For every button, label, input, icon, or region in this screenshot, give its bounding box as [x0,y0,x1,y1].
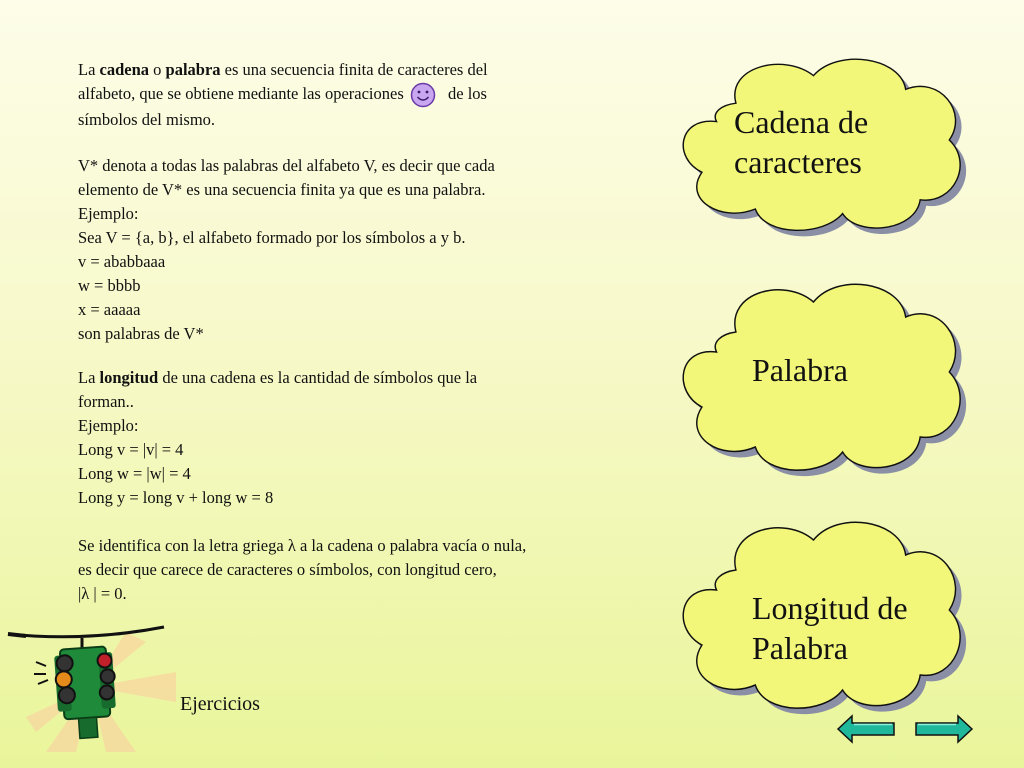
example-line-3: w = bbbb [78,276,141,296]
lambda-line-2: es decir que carece de caracteres o símbolos, con longitud cero, [78,560,497,579]
longitud-example-label: Ejemplo: [78,416,139,435]
example-line-1: Sea V = {a, b}, el alfabeto formado por los símbolos a y b. [78,228,466,248]
palabra-term: palabra [165,60,221,79]
cloud-cadena-label: Cadena de caracteres [734,104,869,180]
example-line-2: v = ababbaaa [78,252,166,272]
longitud-line-2: forman.. [78,392,134,411]
longitud-line-1: La longitud de una cadena es la cantidad de símbolos que la [78,368,478,387]
cloud-cadena-de-caracteres[interactable] [668,48,980,244]
example-line-5: son palabras de V* [78,324,204,344]
vstar-line-2: elemento de V* es una secuencia finita ya que es una palabra. [78,180,486,200]
longitud-definition-text [78,366,638,510]
arrow-left-icon[interactable] [836,714,900,744]
cloud-longitud-de-palabra[interactable] [668,510,980,724]
longitud-line-5: Long y = long v + long w = 8 [78,488,274,507]
longitud-line-4: Long w = |w| = 4 [78,464,191,483]
longitud-term: longitud [99,368,159,387]
example-line-4: x = aaaaa [78,300,141,320]
cloud-longitud-label: Longitud de Palabra [752,590,908,666]
cloud-palabra[interactable] [668,272,980,486]
example-label: Ejemplo: [78,204,139,224]
longitud-line-3: Long v = |v| = 4 [78,440,184,459]
vstar-line-1: V* denota a todas las palabras del alfabeto V, es decir que cada [78,156,495,176]
arrow-right-icon[interactable] [910,714,974,744]
traffic-light-icon[interactable] [6,622,176,752]
cadena-definition-text [78,58,638,346]
smiley-icon[interactable] [410,82,436,108]
cadena-term: cadena [99,60,150,79]
lambda-line-1: Se identifica con la letra griega λ a la cadena o palabra vacía o nula, [78,536,527,555]
cloud-palabra-label: Palabra [752,352,848,388]
lambda-line-3: |λ | = 0. [78,584,127,603]
ejercicios-link[interactable]: Ejercicios [180,693,260,715]
cadena-definition-line-3: símbolos del mismo. [78,110,216,130]
cadena-definition-line-1: La cadena o palabra es una secuencia finita de caracteres del [78,60,488,79]
cadena-definition-line-2: alfabeto, que se obtiene mediante las operaciones de los [78,82,638,108]
lambda-definition-text [78,534,638,606]
